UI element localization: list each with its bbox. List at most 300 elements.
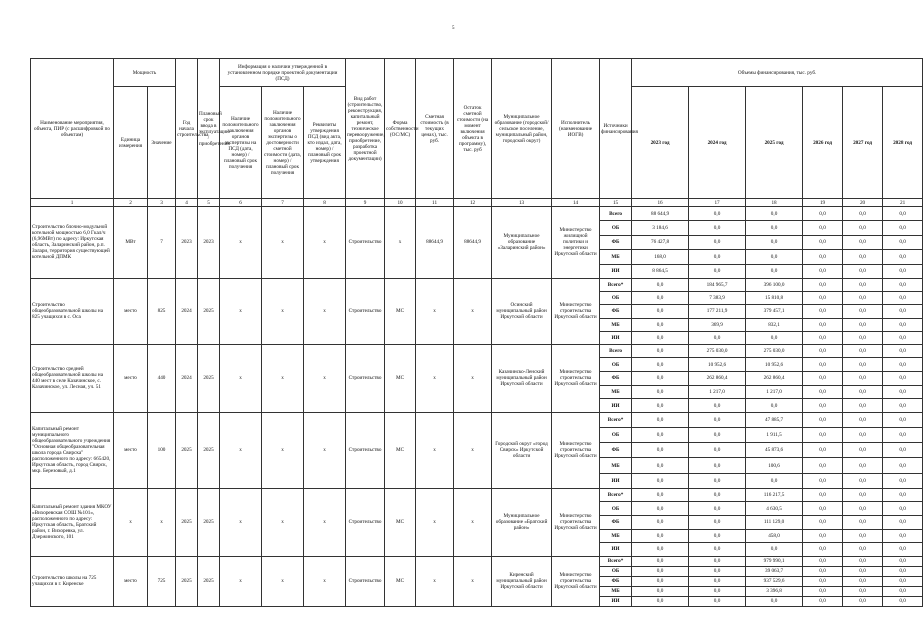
source-label: МБ <box>600 385 632 399</box>
source-label: ОБ <box>600 358 632 372</box>
funding-value: 0,0 <box>883 412 923 427</box>
object-municipality: Киренский муниципальный район Иркутской области <box>492 556 552 606</box>
funding-value: 0,0 <box>883 543 923 557</box>
funding-value: 47 885,7 <box>746 412 803 427</box>
funding-value: 0,0 <box>883 502 923 516</box>
funding-value: 0,0 <box>689 556 746 566</box>
funding-value: 0,0 <box>883 586 923 596</box>
funding-value: 0,0 <box>843 250 883 264</box>
object-psd-requisites: х <box>304 412 346 488</box>
object-psd-positive: х <box>220 556 262 606</box>
funding-value: 0,0 <box>803 502 843 516</box>
object-name: Строительство средней общеобразовательной школы на 440 мест в селе Казачинское, с. Казачинское, ул. Лесная, уч. 51 <box>31 344 114 412</box>
object-estimate: х <box>416 344 454 412</box>
object-remainder: 88644,9 <box>454 207 492 279</box>
table-row <box>31 556 923 566</box>
object-ownership: МС <box>385 488 416 556</box>
funding-value: 0,0 <box>746 235 803 249</box>
funding-value: 0,0 <box>632 458 689 473</box>
funding-value: 0,0 <box>803 529 843 543</box>
object-work-type: Строительство <box>346 488 385 556</box>
funding-value: 0,0 <box>632 529 689 543</box>
object-work-type: Строительство <box>346 556 385 606</box>
object-planned-year: 2025 <box>198 556 220 606</box>
source-label: ИИ <box>600 473 632 488</box>
funding-value: 0,0 <box>843 529 883 543</box>
column-number: 18 <box>746 199 803 207</box>
column-number: 12 <box>454 199 492 207</box>
funding-value: 0,0 <box>883 250 923 264</box>
funding-value: 0,0 <box>632 292 689 305</box>
funding-value: 4 630,5 <box>746 502 803 516</box>
funding-value: 10 952,6 <box>746 358 803 372</box>
funding-value: 0,0 <box>632 473 689 488</box>
funding-value: 0,0 <box>843 385 883 399</box>
funding-value: 0,0 <box>689 264 746 278</box>
object-psd-positive: х <box>220 488 262 556</box>
source-label: ФБ <box>600 372 632 386</box>
funding-value: 0,0 <box>883 318 923 331</box>
funding-value: 0,0 <box>632 586 689 596</box>
object-ownership: МС <box>385 278 416 344</box>
funding-value: 1 911,5 <box>746 428 803 443</box>
funding-value: 0,0 <box>746 250 803 264</box>
column-number: 13 <box>492 199 552 207</box>
header-sources: Источники финансирования <box>600 59 632 199</box>
funding-value: 0,0 <box>632 576 689 586</box>
object-psd-reliability: х <box>262 207 304 279</box>
column-number: 5 <box>198 199 220 207</box>
funding-value: 0,0 <box>843 399 883 413</box>
source-label: ИИ <box>600 543 632 557</box>
funding-value: 0,0 <box>632 443 689 458</box>
funding-value: 1 217,0 <box>746 385 803 399</box>
funding-value: 0,0 <box>632 556 689 566</box>
column-number: 8 <box>304 199 346 207</box>
funding-value: 39 063,7 <box>746 566 803 576</box>
funding-value: 0,0 <box>883 207 923 221</box>
funding-value: 0,0 <box>803 473 843 488</box>
object-start-year: 2025 <box>176 412 198 488</box>
object-start-year: 2023 <box>176 207 198 279</box>
object-municipality: Осинский муниципальный район Иркутской области <box>492 278 552 344</box>
funding-value: 0,0 <box>883 221 923 235</box>
funding-value: 0,0 <box>843 207 883 221</box>
funding-value: 0,0 <box>843 358 883 372</box>
funding-value: 0,0 <box>632 344 689 358</box>
funding-value: 0,0 <box>843 278 883 291</box>
header-estimate: Сметная стоимость (в текущих ценах), тыс. руб. <box>416 59 454 199</box>
funding-value: 0,0 <box>843 458 883 473</box>
funding-value: 0,0 <box>746 473 803 488</box>
funding-value: 100,6 <box>746 458 803 473</box>
object-estimate: 88644,9 <box>416 207 454 279</box>
object-name: Капитальный ремонт здания МКОУ «Вихоревская СОШ №101», расположенного по адресу: Иркутская область, Братский район, г. Вихоревка, ул. Дзержинского, 101 <box>31 488 114 556</box>
funding-value: 0,0 <box>843 586 883 596</box>
header-year: 2027 год <box>843 87 883 199</box>
funding-value: 0,0 <box>746 264 803 278</box>
source-label: ФБ <box>600 443 632 458</box>
funding-value: 0,0 <box>843 412 883 427</box>
funding-value: 0,0 <box>632 318 689 331</box>
funding-value: 0,0 <box>883 566 923 576</box>
column-number: 20 <box>843 199 883 207</box>
table-row <box>31 344 923 358</box>
object-work-type: Строительство <box>346 412 385 488</box>
funding-value: 0,0 <box>632 428 689 443</box>
column-number: 15 <box>600 199 632 207</box>
funding-value: 0,0 <box>803 292 843 305</box>
header-ownership: Форма собственности (ОС/МС) <box>385 59 416 199</box>
funding-value: 0,0 <box>632 543 689 557</box>
column-number: 7 <box>262 199 304 207</box>
table-body <box>31 207 923 607</box>
funding-value: 0,0 <box>803 250 843 264</box>
object-unit: место <box>114 412 148 488</box>
funding-value: 0,0 <box>883 278 923 291</box>
column-number: 3 <box>148 199 176 207</box>
object-psd-requisites: х <box>304 207 346 279</box>
object-planned-year: 2025 <box>198 278 220 344</box>
funding-value: 0,0 <box>803 264 843 278</box>
funding-value: 0,0 <box>746 543 803 557</box>
funding-value: 0,0 <box>883 428 923 443</box>
funding-value: 369,9 <box>689 318 746 331</box>
object-work-type: Строительство <box>346 344 385 412</box>
funding-value: 0,0 <box>883 344 923 358</box>
header-psd-requisites: Реквизиты утверждения ПСД (вид акта, кто издал, дата, номер) / плановый срок утверждения <box>304 87 346 199</box>
funding-value: 0,0 <box>843 566 883 576</box>
object-psd-reliability: х <box>262 344 304 412</box>
funding-value: 0,0 <box>843 576 883 586</box>
object-estimate: х <box>416 278 454 344</box>
funding-value: 0,0 <box>803 318 843 331</box>
object-remainder: х <box>454 556 492 606</box>
column-number: 14 <box>552 199 600 207</box>
table-row <box>31 207 923 221</box>
object-value: х <box>148 488 176 556</box>
object-remainder: х <box>454 488 492 556</box>
column-numbers-row <box>31 199 923 207</box>
header-year: 2028 год <box>883 87 923 199</box>
funding-value: 0,0 <box>689 515 746 529</box>
funding-value: 0,0 <box>843 221 883 235</box>
funding-value: 0,0 <box>746 207 803 221</box>
object-ownership: МС <box>385 412 416 488</box>
object-remainder: х <box>454 278 492 344</box>
funding-value: 0,0 <box>689 529 746 543</box>
page-number: 5 <box>452 26 455 31</box>
funding-value: 0,0 <box>632 596 689 606</box>
header-name: Наименование мероприятия, объекта, ПИР (с расшифровкой по объектам) <box>31 59 114 199</box>
funding-value: 7 383,9 <box>689 292 746 305</box>
object-unit: х <box>114 488 148 556</box>
funding-value: 0,0 <box>632 488 689 502</box>
object-value: 825 <box>148 278 176 344</box>
funding-value: 0,0 <box>803 305 843 318</box>
source-label: ИИ <box>600 264 632 278</box>
header-capacity: Мощность <box>114 59 176 87</box>
funding-value: 0,0 <box>883 529 923 543</box>
funding-value: 937 529,6 <box>746 576 803 586</box>
funding-value: 88 644,9 <box>632 207 689 221</box>
object-estimate: х <box>416 556 454 606</box>
header-psd-positive: Наличие положительного заключения органов экспертизы на ПСД (дата, номер) / плановый срок получения <box>220 87 262 199</box>
source-label: ФБ <box>600 515 632 529</box>
funding-value: 0,0 <box>632 305 689 318</box>
column-number: 2 <box>114 199 148 207</box>
funding-value: 0,0 <box>689 250 746 264</box>
column-number: 9 <box>346 199 385 207</box>
source-label: Всего* <box>600 278 632 291</box>
funding-value: 0,0 <box>843 264 883 278</box>
source-label: ОБ <box>600 502 632 516</box>
funding-value: 0,0 <box>843 318 883 331</box>
object-remainder: х <box>454 412 492 488</box>
funding-value: 0,0 <box>632 515 689 529</box>
object-municipality: Казачинско-Ленский муниципальный район Иркутской области <box>492 344 552 412</box>
object-executor: Министерство строительства Иркутской области <box>552 412 600 488</box>
funding-value: 0,0 <box>632 331 689 344</box>
object-ownership: МС <box>385 556 416 606</box>
funding-value: 275 030,0 <box>746 344 803 358</box>
object-start-year: 2025 <box>176 488 198 556</box>
funding-value: 0,0 <box>746 221 803 235</box>
funding-value: 0,0 <box>843 305 883 318</box>
object-psd-requisites: х <box>304 556 346 606</box>
object-value: 725 <box>148 556 176 606</box>
object-remainder: х <box>454 344 492 412</box>
funding-value: 832,1 <box>746 318 803 331</box>
funding-value: 379 457,1 <box>746 305 803 318</box>
object-start-year: 2024 <box>176 344 198 412</box>
object-planned-year: 2025 <box>198 412 220 488</box>
source-label: МБ <box>600 458 632 473</box>
object-value: 100 <box>148 412 176 488</box>
funding-value: 0,0 <box>883 358 923 372</box>
funding-value: 275 030,0 <box>689 344 746 358</box>
funding-value: 0,0 <box>803 235 843 249</box>
header-year: 2024 год <box>689 87 746 199</box>
funding-value: 0,0 <box>689 566 746 576</box>
funding-value: 0,0 <box>803 331 843 344</box>
object-value: 440 <box>148 344 176 412</box>
funding-value: 0,0 <box>632 278 689 291</box>
funding-value: 0,0 <box>689 235 746 249</box>
funding-value: 184 965,7 <box>689 278 746 291</box>
source-label: Всего <box>600 207 632 221</box>
funding-value: 0,0 <box>883 596 923 606</box>
funding-value: 0,0 <box>883 305 923 318</box>
column-number: 4 <box>176 199 198 207</box>
column-number: 16 <box>632 199 689 207</box>
funding-value: 0,0 <box>689 596 746 606</box>
source-label: ОБ <box>600 292 632 305</box>
funding-value: 0,0 <box>883 473 923 488</box>
funding-value: 0,0 <box>883 235 923 249</box>
object-executor: Министерство строительства Иркутской области <box>552 556 600 606</box>
funding-value: 0,0 <box>883 556 923 566</box>
source-label: Всего* <box>600 412 632 427</box>
funding-value: 0,0 <box>843 543 883 557</box>
funding-value: 262 860,4 <box>746 372 803 386</box>
column-number: 10 <box>385 199 416 207</box>
funding-value: 0,0 <box>883 292 923 305</box>
object-psd-reliability: х <box>262 412 304 488</box>
object-psd-requisites: х <box>304 278 346 344</box>
object-planned-year: 2025 <box>198 488 220 556</box>
object-psd-reliability: х <box>262 488 304 556</box>
object-psd-positive: х <box>220 412 262 488</box>
table-row <box>31 412 923 427</box>
funding-value: 0,0 <box>883 399 923 413</box>
object-ownership: х <box>385 207 416 279</box>
funding-value: 396 100,0 <box>746 278 803 291</box>
funding-value: 0,0 <box>803 344 843 358</box>
object-name: Строительство школы на 725 учащихся в г. Киренске <box>31 556 114 606</box>
funding-value: 0,0 <box>632 358 689 372</box>
object-work-type: Строительство <box>346 278 385 344</box>
object-executor: Министерство жилищной политики и энергетики Иркутской области <box>552 207 600 279</box>
funding-value: 0,0 <box>632 385 689 399</box>
column-number: 17 <box>689 199 746 207</box>
header-value: Значение <box>148 87 176 199</box>
source-label: МБ <box>600 318 632 331</box>
funding-value: 0,0 <box>803 556 843 566</box>
object-municipality: Муниципальное образование «Братский район» <box>492 488 552 556</box>
header-executor: Исполнитель (наименование ИОГВ) <box>552 59 600 199</box>
object-psd-reliability: х <box>262 278 304 344</box>
funding-value: 0,0 <box>689 576 746 586</box>
funding-value: 0,0 <box>689 473 746 488</box>
funding-value: 0,0 <box>843 443 883 458</box>
funding-value: 0,0 <box>803 278 843 291</box>
column-number: 21 <box>883 199 923 207</box>
header-start-year: Год начала строительства <box>176 59 198 199</box>
source-label: МБ <box>600 586 632 596</box>
funding-value: 0,0 <box>689 502 746 516</box>
funding-value: 0,0 <box>843 372 883 386</box>
column-number: 11 <box>416 199 454 207</box>
funding-value: 0,0 <box>803 221 843 235</box>
object-start-year: 2024 <box>176 278 198 344</box>
funding-value: 0,0 <box>883 372 923 386</box>
object-psd-requisites: х <box>304 344 346 412</box>
header-year: 2025 год <box>746 87 803 199</box>
funding-value: 0,0 <box>883 515 923 529</box>
funding-value: 0,0 <box>803 566 843 576</box>
funding-value: 3 184,6 <box>632 221 689 235</box>
object-value: 7 <box>148 207 176 279</box>
funding-value: 0,0 <box>689 207 746 221</box>
object-executor: Министерство строительства Иркутской области <box>552 488 600 556</box>
funding-value: 0,0 <box>803 412 843 427</box>
funding-value: 0,0 <box>803 207 843 221</box>
funding-value: 168,0 <box>632 250 689 264</box>
funding-value: 0,0 <box>689 586 746 596</box>
source-label: Всего* <box>600 488 632 502</box>
source-label: МБ <box>600 250 632 264</box>
funding-value: 458,0 <box>746 529 803 543</box>
source-label: ФБ <box>600 305 632 318</box>
source-label: ОБ <box>600 428 632 443</box>
funding-value: 0,0 <box>689 399 746 413</box>
source-label: Всего* <box>600 556 632 566</box>
funding-value: 0,0 <box>689 412 746 427</box>
object-psd-requisites: х <box>304 488 346 556</box>
object-executor: Министерство строительства Иркутской области <box>552 344 600 412</box>
funding-value: 0,0 <box>632 372 689 386</box>
funding-value: 0,0 <box>883 443 923 458</box>
source-label: ИИ <box>600 596 632 606</box>
funding-value: 116 217,5 <box>746 488 803 502</box>
funding-value: 0,0 <box>689 488 746 502</box>
object-planned-year: 2025 <box>198 344 220 412</box>
header-psd-reliability: Наличие положительного заключения органов экспертизы о достоверности сметной стоимости (дата, номер) / плановый срок получения <box>262 87 304 199</box>
funding-value: 0,0 <box>689 458 746 473</box>
funding-value: 0,0 <box>803 515 843 529</box>
funding-value: 15 810,8 <box>746 292 803 305</box>
funding-value: 3 396,8 <box>746 586 803 596</box>
funding-value: 177 211,9 <box>689 305 746 318</box>
funding-value: 0,0 <box>883 458 923 473</box>
funding-value: 262 860,4 <box>689 372 746 386</box>
source-label: ОБ <box>600 566 632 576</box>
source-label: ИИ <box>600 331 632 344</box>
funding-value: 0,0 <box>843 488 883 502</box>
source-label: ФБ <box>600 235 632 249</box>
object-name: Строительство блочно-модульной котельной мощностью 6,0 Гкал/ч (6,96МВт) по адресу: Иркутская область, Заларинский район, р.п. Залари, территория существующей котельной ДПМК <box>31 207 114 279</box>
funding-value: 45 873,6 <box>746 443 803 458</box>
funding-value: 0,0 <box>632 502 689 516</box>
object-executor: Министерство строительства Иркутской области <box>552 278 600 344</box>
object-unit: место <box>114 344 148 412</box>
funding-value: 0,0 <box>746 596 803 606</box>
source-label: ИИ <box>600 399 632 413</box>
funding-value: 0,0 <box>883 385 923 399</box>
funding-value: 0,0 <box>689 331 746 344</box>
funding-value: 0,0 <box>803 576 843 586</box>
funding-value: 979 990,1 <box>746 556 803 566</box>
funding-value: 0,0 <box>632 566 689 576</box>
header-remainder: Остаток сметной стоимости (на момент включения объекта в программу), тыс. руб <box>454 59 492 199</box>
funding-value: 0,0 <box>803 428 843 443</box>
funding-value: 0,0 <box>843 428 883 443</box>
funding-table <box>30 58 923 607</box>
funding-value: 0,0 <box>689 428 746 443</box>
object-start-year: 2025 <box>176 556 198 606</box>
source-label: ФБ <box>600 576 632 586</box>
funding-value: 0,0 <box>803 488 843 502</box>
funding-value: 0,0 <box>746 399 803 413</box>
funding-value: 0,0 <box>843 344 883 358</box>
header-year: 2026 год <box>803 87 843 199</box>
object-planned-year: 2023 <box>198 207 220 279</box>
funding-value: 0,0 <box>883 576 923 586</box>
object-psd-positive: х <box>220 344 262 412</box>
table-row <box>31 488 923 502</box>
funding-value: 0,0 <box>632 399 689 413</box>
funding-value: 0,0 <box>843 596 883 606</box>
object-name: Капитальный ремонт муниципального общеобразовательного учреждения "Основная общеобразовательная школа города Свирска" расположенного по адресу: 665420, Иркутская область, город Свирск, мкр. Березовый, д.1 <box>31 412 114 488</box>
column-number: 19 <box>803 199 843 207</box>
object-psd-positive: х <box>220 207 262 279</box>
object-municipality: Муниципальное образование «Заларинский район» <box>492 207 552 279</box>
object-psd-reliability: х <box>262 556 304 606</box>
object-unit: МВт <box>114 207 148 279</box>
funding-value: 111 129,0 <box>746 515 803 529</box>
funding-value: 0,0 <box>843 235 883 249</box>
